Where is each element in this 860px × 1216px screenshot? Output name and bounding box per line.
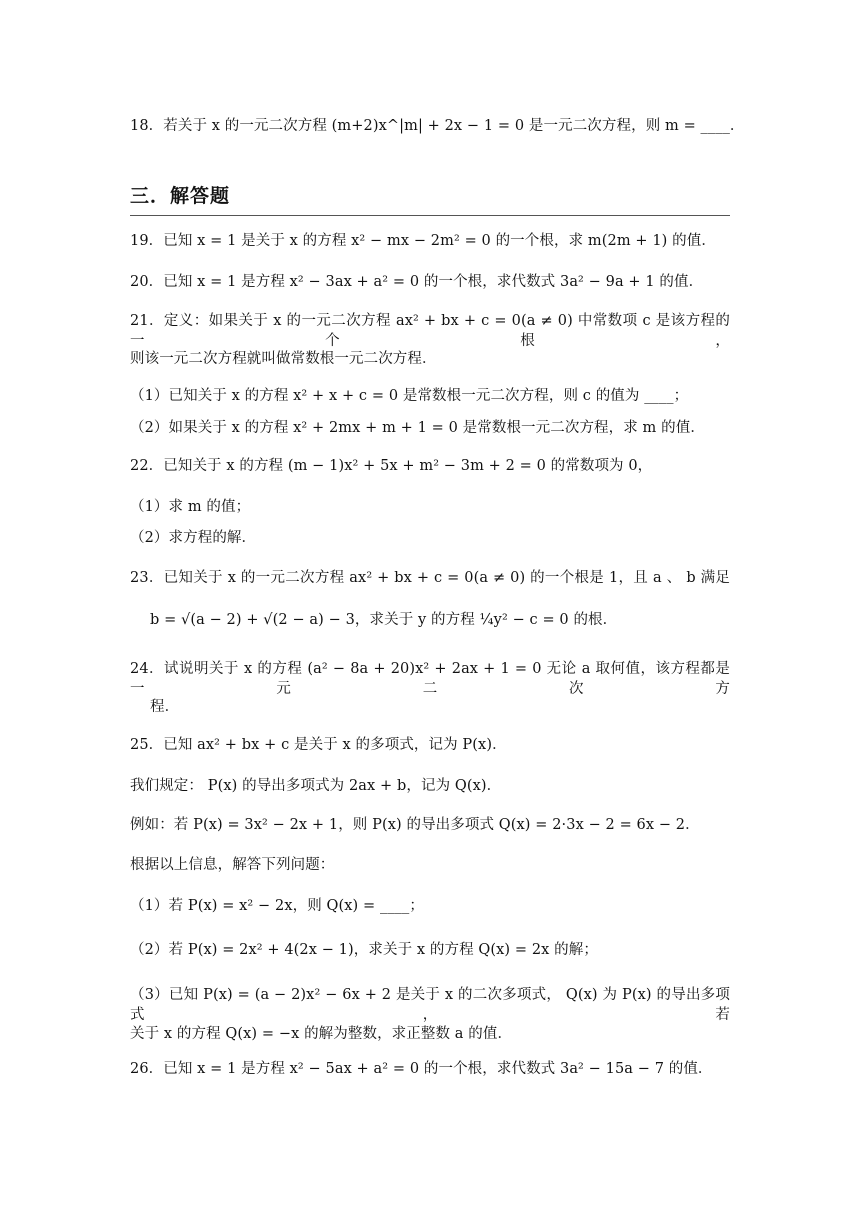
section-divider [130,215,730,216]
question-18: 18．若关于 x 的一元二次方程 (m+2)x^|m| + 2x − 1 = 0 是一元二次方程，则 m = ____． [130,118,745,134]
question-21-line-2: 则该一元二次方程就叫做常数根一元二次方程． [130,351,437,367]
question-22-part-1: （1）求 m 的值； [130,499,251,515]
question-25-line-3: 例如：若 P(x) = 3x² − 2x + 1，则 P(x) 的导出多项式 Q(x) = 2·3x − 2 = 6x − 2． [130,817,700,833]
question-26: 26．已知 x = 1 是方程 x² − 5ax + a² = 0 的一个根，求代数式 3a² − 15a − 7 的值． [130,1061,713,1077]
question-24-line-2: 程． [150,699,180,715]
question-21-part-1: （1）已知关于 x 的方程 x² + x + c = 0 是常数根一元二次方程，则 c 的值为 ____； [130,388,689,404]
question-23-line-2: b = √(a − 2) + √(2 − a) − 3，求关于 y 的方程 ¼y² − c = 0 的根． [150,612,618,628]
question-25-part-3-line-2: 关于 x 的方程 Q(x) = −x 的解为整数，求正整数 a 的值． [130,1026,513,1042]
question-25-part-3-line-1: （3）已知 P(x) = (a − 2)x² − 6x + 2 是关于 x 的二次多项式， Q(x) 为 P(x) 的导出多项式，若 [130,987,730,1023]
question-25-part-2: （2）若 P(x) = 2x² + 4(2x − 1)，求关于 x 的方程 Q(x) = 2x 的解； [130,942,598,958]
question-21-part-2: （2）如果关于 x 的方程 x² + 2mx + m + 1 = 0 是常数根一元二次方程，求 m 的值． [130,420,705,436]
question-19: 19．已知 x = 1 是关于 x 的方程 x² − mx − 2m² = 0 的一个根，求 m(2m + 1) 的值． [130,233,716,249]
question-22-part-2: （2）求方程的解． [130,530,257,546]
question-21-line-1: 21．定义：如果关于 x 的一元二次方程 ax² + bx + c = 0(a ≠ 0) 中常数项 c 是该方程的一个根， [130,313,730,349]
question-25-part-1: （1）若 P(x) = x² − 2x，则 Q(x) = ____； [130,898,424,914]
question-25-line-1: 25．已知 ax² + bx + c 是关于 x 的多项式，记为 P(x)． [130,737,507,753]
question-20: 20．已知 x = 1 是方程 x² − 3ax + a² = 0 的一个根，求代数式 3a² − 9a + 1 的值． [130,274,704,290]
question-25-line-2: 我们规定： P(x) 的导出多项式为 2ax + b，记为 Q(x)． [130,778,502,794]
question-22: 22．已知关于 x 的方程 (m − 1)x² + 5x + m² − 3m + 2 = 0 的常数项为 0， [130,458,653,474]
question-25-line-4: 根据以上信息，解答下列问题： [130,857,335,873]
question-23-line-1: 23．已知关于 x 的一元二次方程 ax² + bx + c = 0(a ≠ 0) 的一个根是 1，且 a 、 b 满足 [130,570,730,586]
question-24-line-1: 24．试说明关于 x 的方程 (a² − 8a + 20)x² + 2ax + 1 = 0 无论 a 取何值，该方程都是一元二次方 [130,661,730,697]
section-title: 三．解答题 [130,185,231,207]
